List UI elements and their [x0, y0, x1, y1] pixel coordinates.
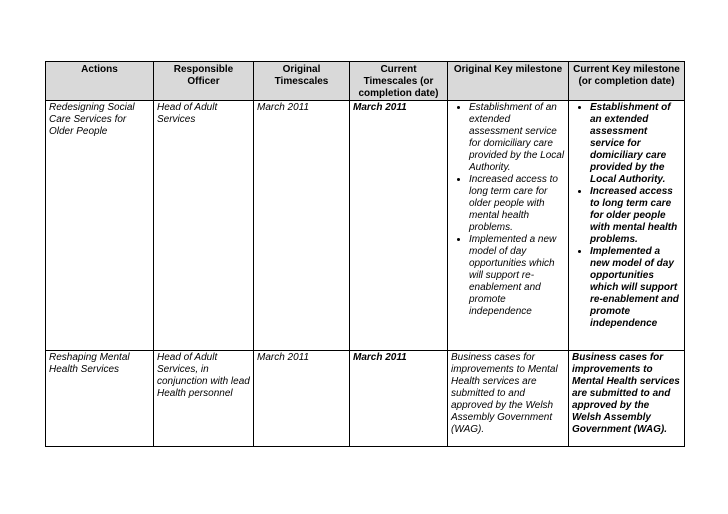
header-current-timescales: Current Timescales (or completion date) — [350, 62, 448, 101]
list-item: • Implemented a new model of day opportunities which will support re-enablement and promote independence — [590, 246, 681, 330]
current-milestone-list — [572, 102, 681, 330]
header-actions: Actions — [46, 62, 154, 101]
action-cell: Redesigning Social Care Services for Older People — [46, 101, 154, 351]
list-item: • Establishment of an extended assessment service for domiciliary care provided by the Local Authority. — [590, 102, 681, 186]
original-timescale-cell: March 2011 — [254, 351, 350, 447]
action-cell: Reshaping Mental Health Services — [46, 351, 154, 447]
officer-cell: Head of Adult Services, in conjunction with lead Health personnel — [154, 351, 254, 447]
action-plan-table — [45, 61, 685, 447]
list-item: • Increased access to long term care for older people with mental health problems. — [590, 186, 681, 246]
original-milestone-cell — [448, 101, 569, 351]
original-milestone-list — [451, 102, 565, 318]
list-item: • Implemented a new model of day opportunities which will support re-enablement and promote independence — [469, 234, 565, 318]
current-timescale-cell: March 2011 — [350, 101, 448, 351]
original-timescale-cell: March 2011 — [254, 101, 350, 351]
current-milestone-cell: Business cases for improvements to Mental Health services are submitted to and approved by the Welsh Assembly Government (WAG). — [569, 351, 685, 447]
header-original-key-milestone: Original Key milestone — [448, 62, 569, 101]
header-current-key-milestone: Current Key milestone (or completion date) — [569, 62, 685, 101]
header-responsible-officer: Responsible Officer — [154, 62, 254, 101]
table-row — [46, 351, 685, 447]
current-milestone-cell — [569, 101, 685, 351]
original-milestone-cell: Business cases for improvements to Mental Health services are submitted to and approved by the Welsh Assembly Government (WAG). — [448, 351, 569, 447]
header-row — [46, 62, 685, 101]
header-original-timescales: Original Timescales — [254, 62, 350, 101]
list-item: • Establishment of an extended assessment service for domiciliary care provided by the Local Authority. — [469, 102, 565, 174]
current-timescale-cell: March 2011 — [350, 351, 448, 447]
officer-cell: Head of Adult Services — [154, 101, 254, 351]
table-row — [46, 101, 685, 351]
list-item: • Increased access to long term care for older people with mental health problems. — [469, 174, 565, 234]
